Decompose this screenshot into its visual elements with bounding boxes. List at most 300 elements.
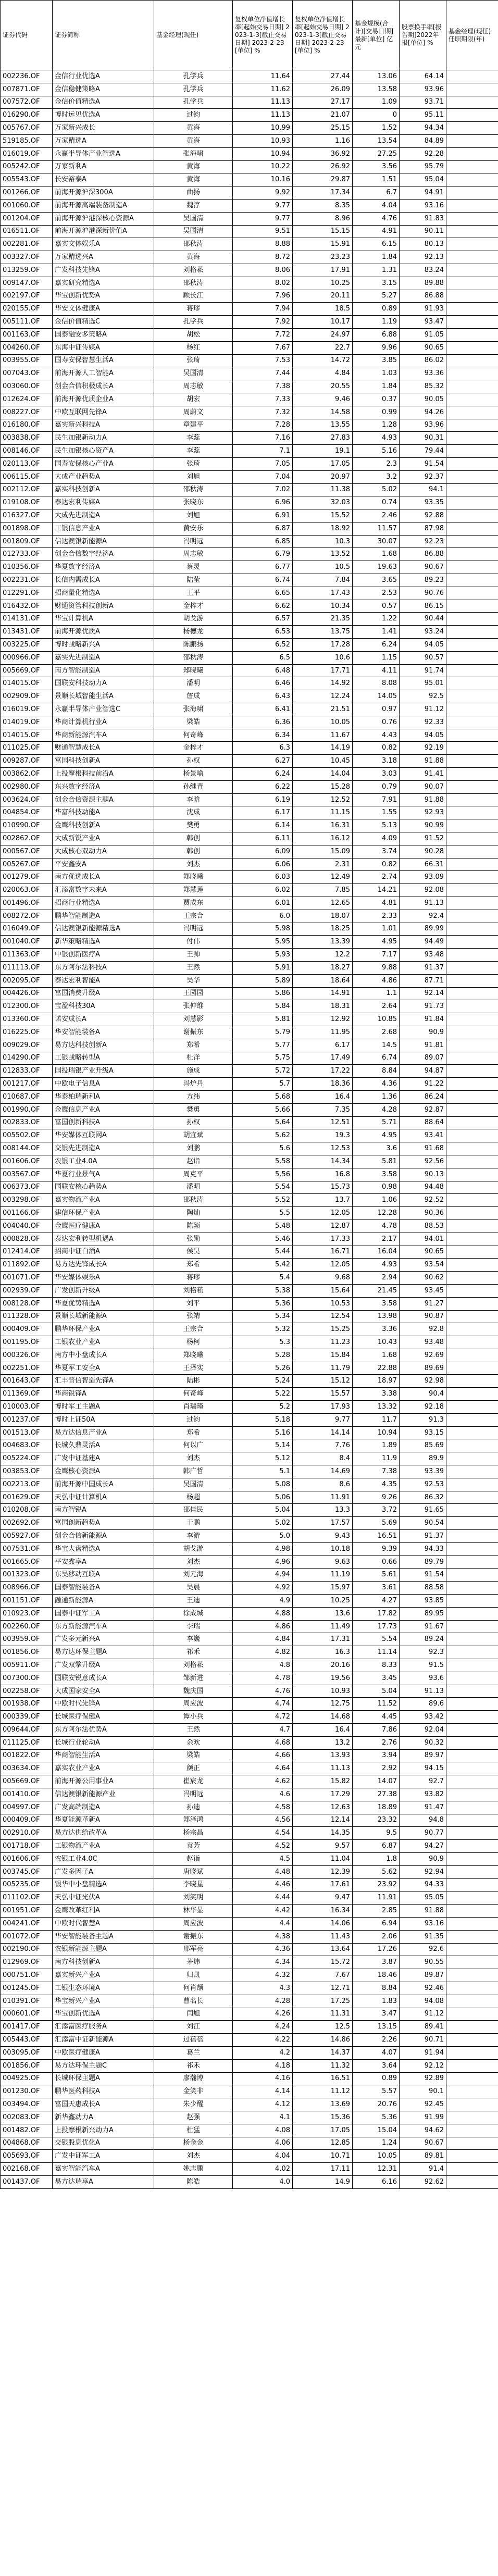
cell-size[interactable]: 13.15 — [353, 2021, 400, 2034]
cell-return-1[interactable]: 4.92 — [233, 1582, 293, 1595]
cell-return-1[interactable]: 4.42 — [233, 1905, 293, 1918]
cell-manager[interactable]: 邹新进 — [154, 1672, 233, 1685]
cell-size[interactable]: 2.06 — [353, 1930, 400, 1943]
cell-code[interactable]: 016180.OF — [1, 419, 53, 432]
cell-blank[interactable] — [446, 1917, 498, 1930]
cell-manager[interactable]: 邵秋涛 — [154, 483, 233, 496]
cell-name[interactable]: 长安裕泰A — [53, 173, 154, 186]
cell-manager[interactable]: 吴晨 — [154, 1582, 233, 1595]
cell-tenure[interactable]: 90.67 — [400, 561, 446, 574]
cell-size[interactable]: 5.27 — [353, 290, 400, 303]
cell-blank[interactable] — [446, 949, 498, 962]
cell-name[interactable]: 创金合信积极成长A — [53, 380, 154, 393]
cell-name[interactable]: 华宝计算机A — [53, 613, 154, 626]
cell-blank[interactable] — [446, 664, 498, 677]
cell-return-2[interactable]: 16.8 — [293, 1168, 353, 1181]
cell-tenure[interactable]: 95.11 — [400, 109, 446, 122]
cell-manager[interactable]: 王平 — [154, 587, 233, 600]
table-row[interactable] — [1, 974, 498, 987]
cell-return-2[interactable]: 15.57 — [293, 1388, 353, 1401]
cell-size[interactable]: 9.96 — [353, 341, 400, 354]
cell-manager[interactable]: 吴国清 — [154, 225, 233, 238]
cell-blank[interactable] — [446, 690, 498, 703]
cell-name[interactable]: 华夏能源革新A — [53, 1814, 154, 1827]
cell-tenure[interactable]: 90.65 — [400, 1246, 446, 1259]
cell-return-2[interactable]: 9.68 — [293, 1272, 353, 1285]
table-row[interactable] — [1, 1103, 498, 1116]
cell-tenure[interactable]: 92.5 — [400, 690, 446, 703]
cell-blank[interactable] — [446, 2150, 498, 2163]
cell-code[interactable]: 011025.OF — [1, 742, 53, 755]
cell-name[interactable]: 融通新能源A — [53, 1595, 154, 1608]
cell-name[interactable]: 汇添富中证新能源A — [53, 2034, 154, 2047]
cell-size[interactable]: 7.38 — [353, 1465, 400, 1478]
cell-return-2[interactable]: 12.24 — [293, 690, 353, 703]
cell-return-2[interactable]: 17.49 — [293, 1052, 353, 1065]
cell-name[interactable]: 金信稳健策略A — [53, 83, 154, 96]
cell-manager[interactable]: 顾长江 — [154, 290, 233, 303]
cell-code[interactable]: 000567.OF — [1, 845, 53, 858]
cell-return-2[interactable]: 11.95 — [293, 1026, 353, 1039]
table-row[interactable] — [1, 1297, 498, 1310]
table-row[interactable] — [1, 1762, 498, 1775]
cell-tenure[interactable]: 91.5 — [400, 1659, 446, 1672]
cell-manager[interactable]: 孙继青 — [154, 780, 233, 793]
cell-code[interactable]: 014290.OF — [1, 1052, 53, 1065]
cell-return-2[interactable]: 26.09 — [293, 83, 353, 96]
cell-manager[interactable]: 杜猛 — [154, 2124, 233, 2137]
cell-tenure[interactable]: 87.98 — [400, 522, 446, 535]
cell-tenure[interactable]: 94.48 — [400, 1181, 446, 1194]
cell-size[interactable]: 11.91 — [353, 1891, 400, 1905]
cell-return-2[interactable]: 15.12 — [293, 1375, 353, 1388]
cell-tenure[interactable]: 90.4 — [400, 1388, 446, 1401]
cell-return-1[interactable]: 6.96 — [233, 496, 293, 509]
cell-manager[interactable]: 赵强 — [154, 2111, 233, 2124]
cell-blank[interactable] — [446, 1103, 498, 1116]
cell-size[interactable]: 1.36 — [353, 1090, 400, 1103]
cell-code[interactable]: 001482.OF — [1, 2124, 53, 2137]
cell-manager[interactable]: 蒋璆 — [154, 1272, 233, 1285]
cell-return-1[interactable]: 4.34 — [233, 1956, 293, 1969]
cell-blank[interactable] — [446, 2175, 498, 2188]
table-row[interactable] — [1, 419, 498, 432]
table-row[interactable] — [1, 277, 498, 290]
cell-manager[interactable]: 王迪 — [154, 1595, 233, 1608]
cell-name[interactable]: 长城环保主题A — [53, 2072, 154, 2085]
cell-size[interactable]: 1.8 — [353, 1852, 400, 1865]
cell-manager[interactable]: 陆莹 — [154, 574, 233, 587]
cell-manager[interactable]: 侯昊 — [154, 1246, 233, 1259]
cell-return-1[interactable]: 5.1 — [233, 1465, 293, 1478]
cell-blank[interactable] — [446, 1233, 498, 1246]
cell-tenure[interactable]: 89.79 — [400, 1555, 446, 1569]
cell-manager[interactable]: 刘格菘 — [154, 1284, 233, 1297]
cell-return-2[interactable]: 21.51 — [293, 703, 353, 716]
cell-name[interactable]: 华商新能源汽车A — [53, 729, 154, 742]
table-row[interactable] — [1, 1478, 498, 1491]
cell-size[interactable]: 9.39 — [353, 1542, 400, 1555]
cell-manager[interactable]: 周应波 — [154, 1698, 233, 1711]
cell-name[interactable]: 前海开源中国成长A — [53, 1478, 154, 1491]
cell-name[interactable]: 长信内需成长A — [53, 574, 154, 587]
cell-blank[interactable] — [446, 1142, 498, 1155]
cell-name[interactable]: 易方达环保主题C — [53, 2059, 154, 2072]
table-row[interactable] — [1, 768, 498, 781]
cell-size[interactable]: 13.06 — [353, 70, 400, 83]
cell-return-1[interactable]: 5.81 — [233, 1013, 293, 1026]
cell-manager[interactable]: 过钧 — [154, 109, 233, 122]
table-row[interactable] — [1, 677, 498, 690]
cell-name[interactable]: 前海开源沪港深核心资源A — [53, 212, 154, 225]
cell-name[interactable]: 金信价值精选C — [53, 316, 154, 329]
cell-return-1[interactable]: 5.26 — [233, 1362, 293, 1375]
cell-code[interactable]: 003327.OF — [1, 251, 53, 264]
cell-return-2[interactable]: 14.69 — [293, 1465, 353, 1478]
cell-size[interactable]: 5.02 — [353, 483, 400, 496]
cell-manager[interactable]: 冯明远 — [154, 1788, 233, 1801]
cell-manager[interactable]: 郑晓曦 — [154, 1349, 233, 1362]
cell-name[interactable]: 宝盈科技30A — [53, 1000, 154, 1013]
cell-tenure[interactable]: 89.87 — [400, 1969, 446, 1982]
cell-return-2[interactable]: 12.87 — [293, 1219, 353, 1233]
cell-name[interactable]: 广发创新升级A — [53, 1284, 154, 1297]
table-row[interactable] — [1, 1840, 498, 1853]
cell-name[interactable]: 农银新能源主题A — [53, 1943, 154, 1956]
cell-return-1[interactable]: 5.84 — [233, 1000, 293, 1013]
cell-return-2[interactable]: 13.7 — [293, 1194, 353, 1207]
cell-size[interactable]: 5.69 — [353, 1517, 400, 1530]
cell-code[interactable]: 014015.OF — [1, 729, 53, 742]
cell-name[interactable]: 长城久鼎灵活A — [53, 1439, 154, 1452]
cell-blank[interactable] — [446, 1595, 498, 1608]
cell-tenure[interactable]: 93.36 — [400, 367, 446, 380]
cell-return-2[interactable]: 8.96 — [293, 212, 353, 225]
cell-manager[interactable]: 孔学兵 — [154, 83, 233, 96]
cell-return-2[interactable]: 10.18 — [293, 1542, 353, 1555]
cell-return-2[interactable]: 7.67 — [293, 1969, 353, 1982]
cell-return-2[interactable]: 13.75 — [293, 626, 353, 639]
cell-code[interactable]: 005443.OF — [1, 2034, 53, 2047]
cell-blank[interactable] — [446, 1736, 498, 1749]
cell-tenure[interactable]: 94.91 — [400, 186, 446, 200]
table-row[interactable] — [1, 1865, 498, 1878]
cell-blank[interactable] — [446, 1413, 498, 1426]
cell-tenure[interactable]: 94.05 — [400, 729, 446, 742]
table-row[interactable] — [1, 238, 498, 251]
cell-code[interactable]: 001323.OF — [1, 1569, 53, 1582]
cell-code[interactable]: 002833.OF — [1, 1116, 53, 1129]
cell-manager[interactable]: 方纬 — [154, 1090, 233, 1103]
cell-size[interactable]: 4.35 — [353, 1478, 400, 1491]
cell-blank[interactable] — [446, 1426, 498, 1439]
cell-return-1[interactable]: 4.38 — [233, 1930, 293, 1943]
cell-return-1[interactable]: 5.5 — [233, 1207, 293, 1220]
cell-manager[interactable]: 孙权 — [154, 755, 233, 768]
cell-name[interactable]: 博时上证50A — [53, 1413, 154, 1426]
cell-name[interactable]: 上投摩根新兴动力A — [53, 2124, 154, 2137]
table-row[interactable] — [1, 690, 498, 703]
cell-return-2[interactable]: 12.05 — [293, 1259, 353, 1272]
cell-manager[interactable]: 黄海 — [154, 122, 233, 135]
cell-name[interactable]: 国泰中证军工A — [53, 1607, 154, 1620]
table-row[interactable] — [1, 1155, 498, 1168]
cell-manager[interactable]: 赵诣 — [154, 1155, 233, 1168]
cell-return-2[interactable]: 29.87 — [293, 173, 353, 186]
cell-name[interactable]: 华夏数字经济A — [53, 561, 154, 574]
cell-return-1[interactable]: 4.7 — [233, 1724, 293, 1737]
cell-code[interactable]: 004997.OF — [1, 1801, 53, 1814]
cell-name[interactable]: 金鹰医疗健康A — [53, 1219, 154, 1233]
cell-name[interactable]: 景顺长城新能源A — [53, 1310, 154, 1323]
cell-blank[interactable] — [446, 1891, 498, 1905]
cell-tenure[interactable]: 93.15 — [400, 1426, 446, 1439]
cell-code[interactable]: 010990.OF — [1, 819, 53, 832]
cell-size[interactable]: 2.26 — [353, 2034, 400, 2047]
table-row[interactable] — [1, 199, 498, 212]
cell-return-1[interactable]: 4.86 — [233, 1620, 293, 1633]
cell-size[interactable]: 3.47 — [353, 2008, 400, 2021]
cell-size[interactable]: 4.27 — [353, 1595, 400, 1608]
cell-blank[interactable] — [446, 1439, 498, 1452]
cell-size[interactable]: 0.99 — [353, 406, 400, 419]
cell-name[interactable]: 农银工业4.0A — [53, 1155, 154, 1168]
cell-return-1[interactable]: 4.72 — [233, 1711, 293, 1724]
cell-code[interactable]: 003959.OF — [1, 1633, 53, 1646]
cell-code[interactable]: 008966.OF — [1, 1582, 53, 1595]
cell-name[interactable]: 中欧时代智慧A — [53, 1917, 154, 1930]
cell-name[interactable]: 汇丰晋信智造先锋A — [53, 1375, 154, 1388]
cell-name[interactable]: 信达澳银新能源产业 — [53, 1788, 154, 1801]
table-row[interactable] — [1, 406, 498, 419]
cell-tenure[interactable]: 92.8 — [400, 1323, 446, 1336]
cell-manager[interactable]: 黄海 — [154, 160, 233, 173]
cell-manager[interactable]: 王然 — [154, 1724, 233, 1737]
cell-manager[interactable]: 陈鹏扬 — [154, 639, 233, 652]
cell-code[interactable]: 002197.OF — [1, 290, 53, 303]
cell-blank[interactable] — [446, 96, 498, 109]
cell-return-2[interactable]: 10.6 — [293, 651, 353, 664]
cell-blank[interactable] — [446, 1620, 498, 1633]
cell-return-1[interactable]: 6.11 — [233, 832, 293, 845]
cell-manager[interactable]: 胡松 — [154, 328, 233, 341]
cell-tenure[interactable]: 91.81 — [400, 1039, 446, 1052]
cell-manager[interactable]: 韩创 — [154, 832, 233, 845]
cell-return-1[interactable]: 5.0 — [233, 1530, 293, 1543]
cell-blank[interactable] — [446, 251, 498, 264]
cell-name[interactable]: 富国创新科技A — [53, 1116, 154, 1129]
cell-manager[interactable]: 李蕊 — [154, 445, 233, 458]
table-row[interactable] — [1, 1736, 498, 1749]
cell-return-2[interactable]: 8.4 — [293, 1452, 353, 1465]
cell-tenure[interactable]: 94.15 — [400, 1762, 446, 1775]
cell-return-1[interactable]: 5.75 — [233, 1052, 293, 1065]
cell-size[interactable]: 2.46 — [353, 509, 400, 522]
cell-size[interactable]: 16.04 — [353, 1246, 400, 1259]
cell-name[interactable]: 博时军工主题A — [53, 1401, 154, 1414]
cell-return-1[interactable]: 6.85 — [233, 535, 293, 548]
cell-name[interactable]: 民生加银新动力A — [53, 432, 154, 445]
cell-manager[interactable]: 金笑非 — [154, 2085, 233, 2098]
cell-name[interactable]: 嘉实新兴产业A — [53, 1969, 154, 1982]
cell-return-1[interactable]: 4.76 — [233, 1685, 293, 1698]
cell-tenure[interactable]: 92.46 — [400, 1982, 446, 1995]
table-row[interactable] — [1, 1388, 498, 1401]
cell-name[interactable]: 鹏华环保产业A — [53, 1323, 154, 1336]
cell-size[interactable]: 3.94 — [353, 1749, 400, 1762]
cell-code[interactable]: 003060.OF — [1, 380, 53, 393]
cell-code[interactable]: 007572.OF — [1, 96, 53, 109]
cell-manager[interactable]: 陈皓 — [154, 2175, 233, 2188]
cell-blank[interactable] — [446, 2046, 498, 2059]
cell-manager[interactable]: 刘笑明 — [154, 1891, 233, 1905]
cell-blank[interactable] — [446, 173, 498, 186]
cell-return-2[interactable]: 24.97 — [293, 328, 353, 341]
cell-blank[interactable] — [446, 1905, 498, 1918]
cell-blank[interactable] — [446, 160, 498, 173]
cell-blank[interactable] — [446, 1013, 498, 1026]
cell-return-2[interactable]: 12.71 — [293, 1982, 353, 1995]
cell-blank[interactable] — [446, 1168, 498, 1181]
cell-return-1[interactable]: 4.78 — [233, 1672, 293, 1685]
cell-code[interactable]: 006115.OF — [1, 470, 53, 483]
table-row[interactable] — [1, 1995, 498, 2008]
cell-return-1[interactable]: 10.22 — [233, 160, 293, 173]
cell-return-2[interactable]: 13.6 — [293, 1607, 353, 1620]
cell-return-2[interactable]: 10.71 — [293, 2150, 353, 2163]
cell-code[interactable]: 008272.OF — [1, 910, 53, 923]
cell-return-1[interactable]: 4.74 — [233, 1698, 293, 1711]
cell-tenure[interactable]: 93.96 — [400, 83, 446, 96]
cell-return-1[interactable]: 7.16 — [233, 432, 293, 445]
cell-name[interactable]: 大成核心双动力A — [53, 845, 154, 858]
cell-manager[interactable]: 过钧 — [154, 1413, 233, 1426]
cell-size[interactable]: 11.7 — [353, 1413, 400, 1426]
cell-return-2[interactable]: 10.25 — [293, 277, 353, 290]
table-row[interactable] — [1, 987, 498, 1000]
cell-name[interactable]: 富国天惠成长A — [53, 2098, 154, 2111]
cell-manager[interactable]: 颜正 — [154, 1762, 233, 1775]
cell-size[interactable]: 23.92 — [353, 1878, 400, 1891]
cell-manager[interactable]: 郑泽鸿 — [154, 1814, 233, 1827]
cell-blank[interactable] — [446, 1685, 498, 1698]
cell-size[interactable]: 10.43 — [353, 1336, 400, 1349]
cell-blank[interactable] — [446, 742, 498, 755]
cell-name[interactable]: 南方中小盘成长A — [53, 1349, 154, 1362]
cell-name[interactable]: 广发中证基建A — [53, 1452, 154, 1465]
cell-manager[interactable]: 杨红 — [154, 341, 233, 354]
cell-return-1[interactable]: 6.03 — [233, 871, 293, 884]
cell-tenure[interactable]: 90.9 — [400, 1852, 446, 1865]
cell-size[interactable]: 3.45 — [353, 1672, 400, 1685]
cell-size[interactable]: 3.65 — [353, 574, 400, 587]
cell-size[interactable]: 2.94 — [353, 1272, 400, 1285]
cell-code[interactable]: 010208.OF — [1, 1504, 53, 1517]
cell-blank[interactable] — [446, 1724, 498, 1737]
cell-name[interactable]: 财通资管科技创新A — [53, 600, 154, 613]
cell-blank[interactable] — [446, 509, 498, 522]
cell-manager[interactable]: 张仲维 — [154, 1000, 233, 1013]
cell-name[interactable]: 华商智能生活A — [53, 1749, 154, 1762]
cell-size[interactable]: 4.09 — [353, 832, 400, 845]
cell-blank[interactable] — [446, 1969, 498, 1982]
cell-return-2[interactable]: 9.46 — [293, 393, 353, 406]
cell-manager[interactable]: 周志敏 — [154, 380, 233, 393]
cell-manager[interactable]: 祁禾 — [154, 2059, 233, 2072]
cell-return-1[interactable]: 6.36 — [233, 716, 293, 729]
cell-tenure[interactable]: 94.01 — [400, 1233, 446, 1246]
cell-blank[interactable] — [446, 639, 498, 652]
cell-return-1[interactable]: 4.12 — [233, 2098, 293, 2111]
header-manager[interactable]: 基金经理(现任) — [154, 1, 233, 70]
cell-tenure[interactable]: 90.44 — [400, 613, 446, 626]
cell-tenure[interactable]: 90.77 — [400, 1827, 446, 1840]
cell-tenure[interactable]: 91.12 — [400, 2008, 446, 2021]
table-row[interactable] — [1, 1891, 498, 1905]
cell-size[interactable]: 11.52 — [353, 1698, 400, 1711]
cell-return-2[interactable]: 8.6 — [293, 1478, 353, 1491]
cell-code[interactable]: 003567.OF — [1, 1168, 53, 1181]
cell-code[interactable]: 004854.OF — [1, 806, 53, 819]
cell-size[interactable]: 3.58 — [353, 1168, 400, 1181]
cell-size[interactable]: 5.36 — [353, 2111, 400, 2124]
cell-size[interactable]: 7.91 — [353, 793, 400, 806]
cell-return-2[interactable]: 11.13 — [293, 1762, 353, 1775]
cell-code[interactable]: 019108.OF — [1, 496, 53, 509]
cell-return-2[interactable]: 14.34 — [293, 1155, 353, 1168]
cell-blank[interactable] — [446, 1698, 498, 1711]
cell-name[interactable]: 金鹰核心资源A — [53, 1465, 154, 1478]
cell-name[interactable]: 建信环保产业A — [53, 1207, 154, 1220]
cell-manager[interactable]: 朱少醒 — [154, 2098, 233, 2111]
cell-code[interactable]: 016019.OF — [1, 703, 53, 716]
cell-size[interactable]: 14.5 — [353, 1039, 400, 1052]
cell-return-1[interactable]: 5.06 — [233, 1491, 293, 1504]
cell-return-1[interactable]: 9.77 — [233, 199, 293, 212]
cell-name[interactable]: 华安文体健康A — [53, 303, 154, 316]
cell-tenure[interactable]: 85.69 — [400, 1439, 446, 1452]
table-row[interactable] — [1, 1633, 498, 1646]
cell-tenure[interactable]: 94.33 — [400, 1878, 446, 1891]
table-row[interactable] — [1, 1646, 498, 1659]
cell-name[interactable]: 大成先进制造A — [53, 509, 154, 522]
cell-name[interactable]: 信达澳银新能源A — [53, 535, 154, 548]
cell-return-1[interactable]: 7.38 — [233, 380, 293, 393]
table-row[interactable] — [1, 703, 498, 716]
cell-blank[interactable] — [446, 1375, 498, 1388]
table-row[interactable] — [1, 483, 498, 496]
cell-blank[interactable] — [446, 1749, 498, 1762]
cell-blank[interactable] — [446, 1840, 498, 1853]
cell-code[interactable]: 001990.OF — [1, 1103, 53, 1116]
table-row[interactable] — [1, 522, 498, 535]
cell-code[interactable]: 003853.OF — [1, 1465, 53, 1478]
cell-code[interactable]: 020113.OF — [1, 457, 53, 470]
cell-return-1[interactable]: 6.87 — [233, 522, 293, 535]
cell-name[interactable]: 华商锐锋A — [53, 1388, 154, 1401]
cell-size[interactable]: 5.13 — [353, 819, 400, 832]
header-tenure[interactable]: 基金经理(现任)任职期限(年) — [446, 1, 498, 70]
cell-manager[interactable]: 廖瀚博 — [154, 2072, 233, 2085]
cell-size[interactable]: 5.16 — [353, 445, 400, 458]
cell-return-1[interactable]: 5.44 — [233, 1246, 293, 1259]
cell-size[interactable]: 13.32 — [353, 1401, 400, 1414]
cell-size[interactable]: 30.07 — [353, 535, 400, 548]
cell-return-2[interactable]: 17.93 — [293, 1401, 353, 1414]
cell-tenure[interactable]: 86.02 — [400, 354, 446, 367]
cell-name[interactable]: 广发多因子A — [53, 1865, 154, 1878]
cell-return-1[interactable]: 6.06 — [233, 858, 293, 871]
